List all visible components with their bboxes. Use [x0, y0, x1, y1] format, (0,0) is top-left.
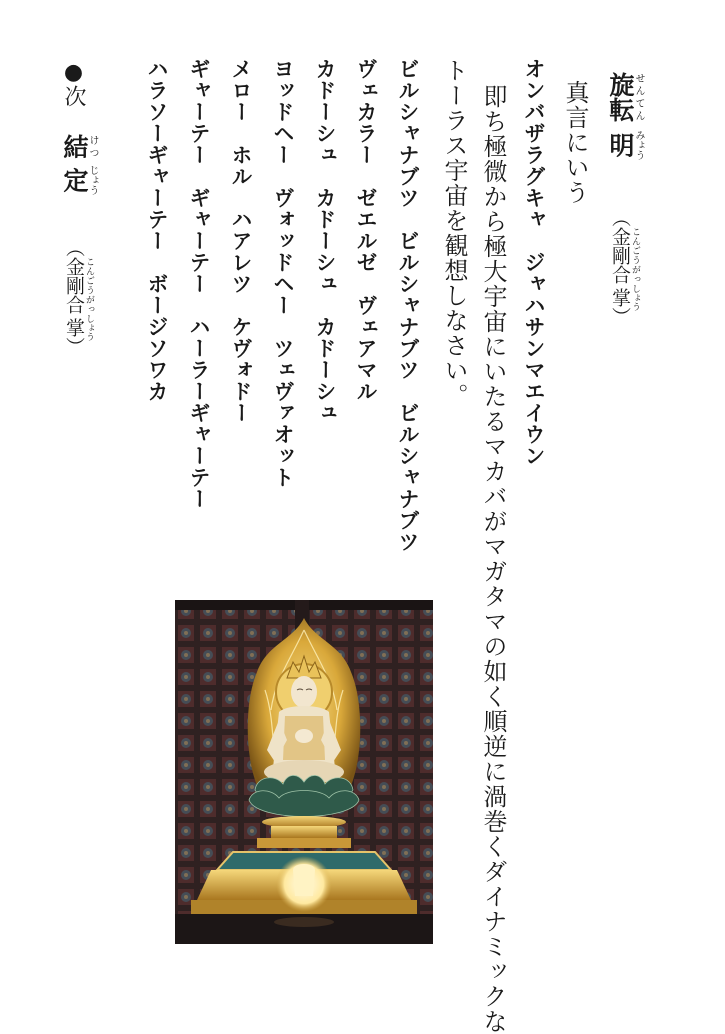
mantra-line: ビルシャナブツ ビルシャナブツ ビルシャナブツ: [396, 58, 420, 553]
mantra-line: ハラソーギャーテー ボージソワカ: [145, 58, 169, 402]
title-char: 転てん: [606, 97, 644, 122]
section-note: （金 こん剛 ごう合 がっ掌 しょう）: [63, 238, 94, 356]
section-heading: ●次: [61, 60, 86, 107]
mantra-line: カドーシュ カドーシュ カドーシュ: [313, 58, 337, 424]
title-char: 旋せん: [606, 72, 644, 97]
description-line: トーラス宇宙を観想しなさい。: [440, 58, 468, 408]
section-title: 結けつ定じょう: [60, 134, 98, 195]
intro-text: 真言にいう: [561, 80, 589, 205]
mantra-line: オンバザラグキャ ジャハサンマエイウン: [522, 58, 546, 467]
title-char: 明みょう: [606, 130, 644, 160]
statue-photo: [175, 600, 433, 944]
section-title: [608, 72, 644, 160]
description-line: 即ち極微から極大宇宙にいたるマカバがマガタマの如く順逆に渦巻くダイナミックな: [479, 84, 507, 1034]
mantra-line: ヨッドヘー ヴォッドヘー ツェヴァオット: [271, 58, 295, 488]
bullet-icon: ●: [61, 60, 86, 85]
section-note: （金 こん剛 ごう合 がっ掌 しょう）: [609, 208, 640, 326]
mantra-line: メロー ホル ハアレツ ケヴォドー: [229, 58, 253, 424]
mantra-line: ヴェカラー ゼエルゼ ヴェアマル: [354, 58, 378, 402]
mantra-line: ギャーテー ギャーテー ハーラーギャーテー: [187, 58, 211, 510]
